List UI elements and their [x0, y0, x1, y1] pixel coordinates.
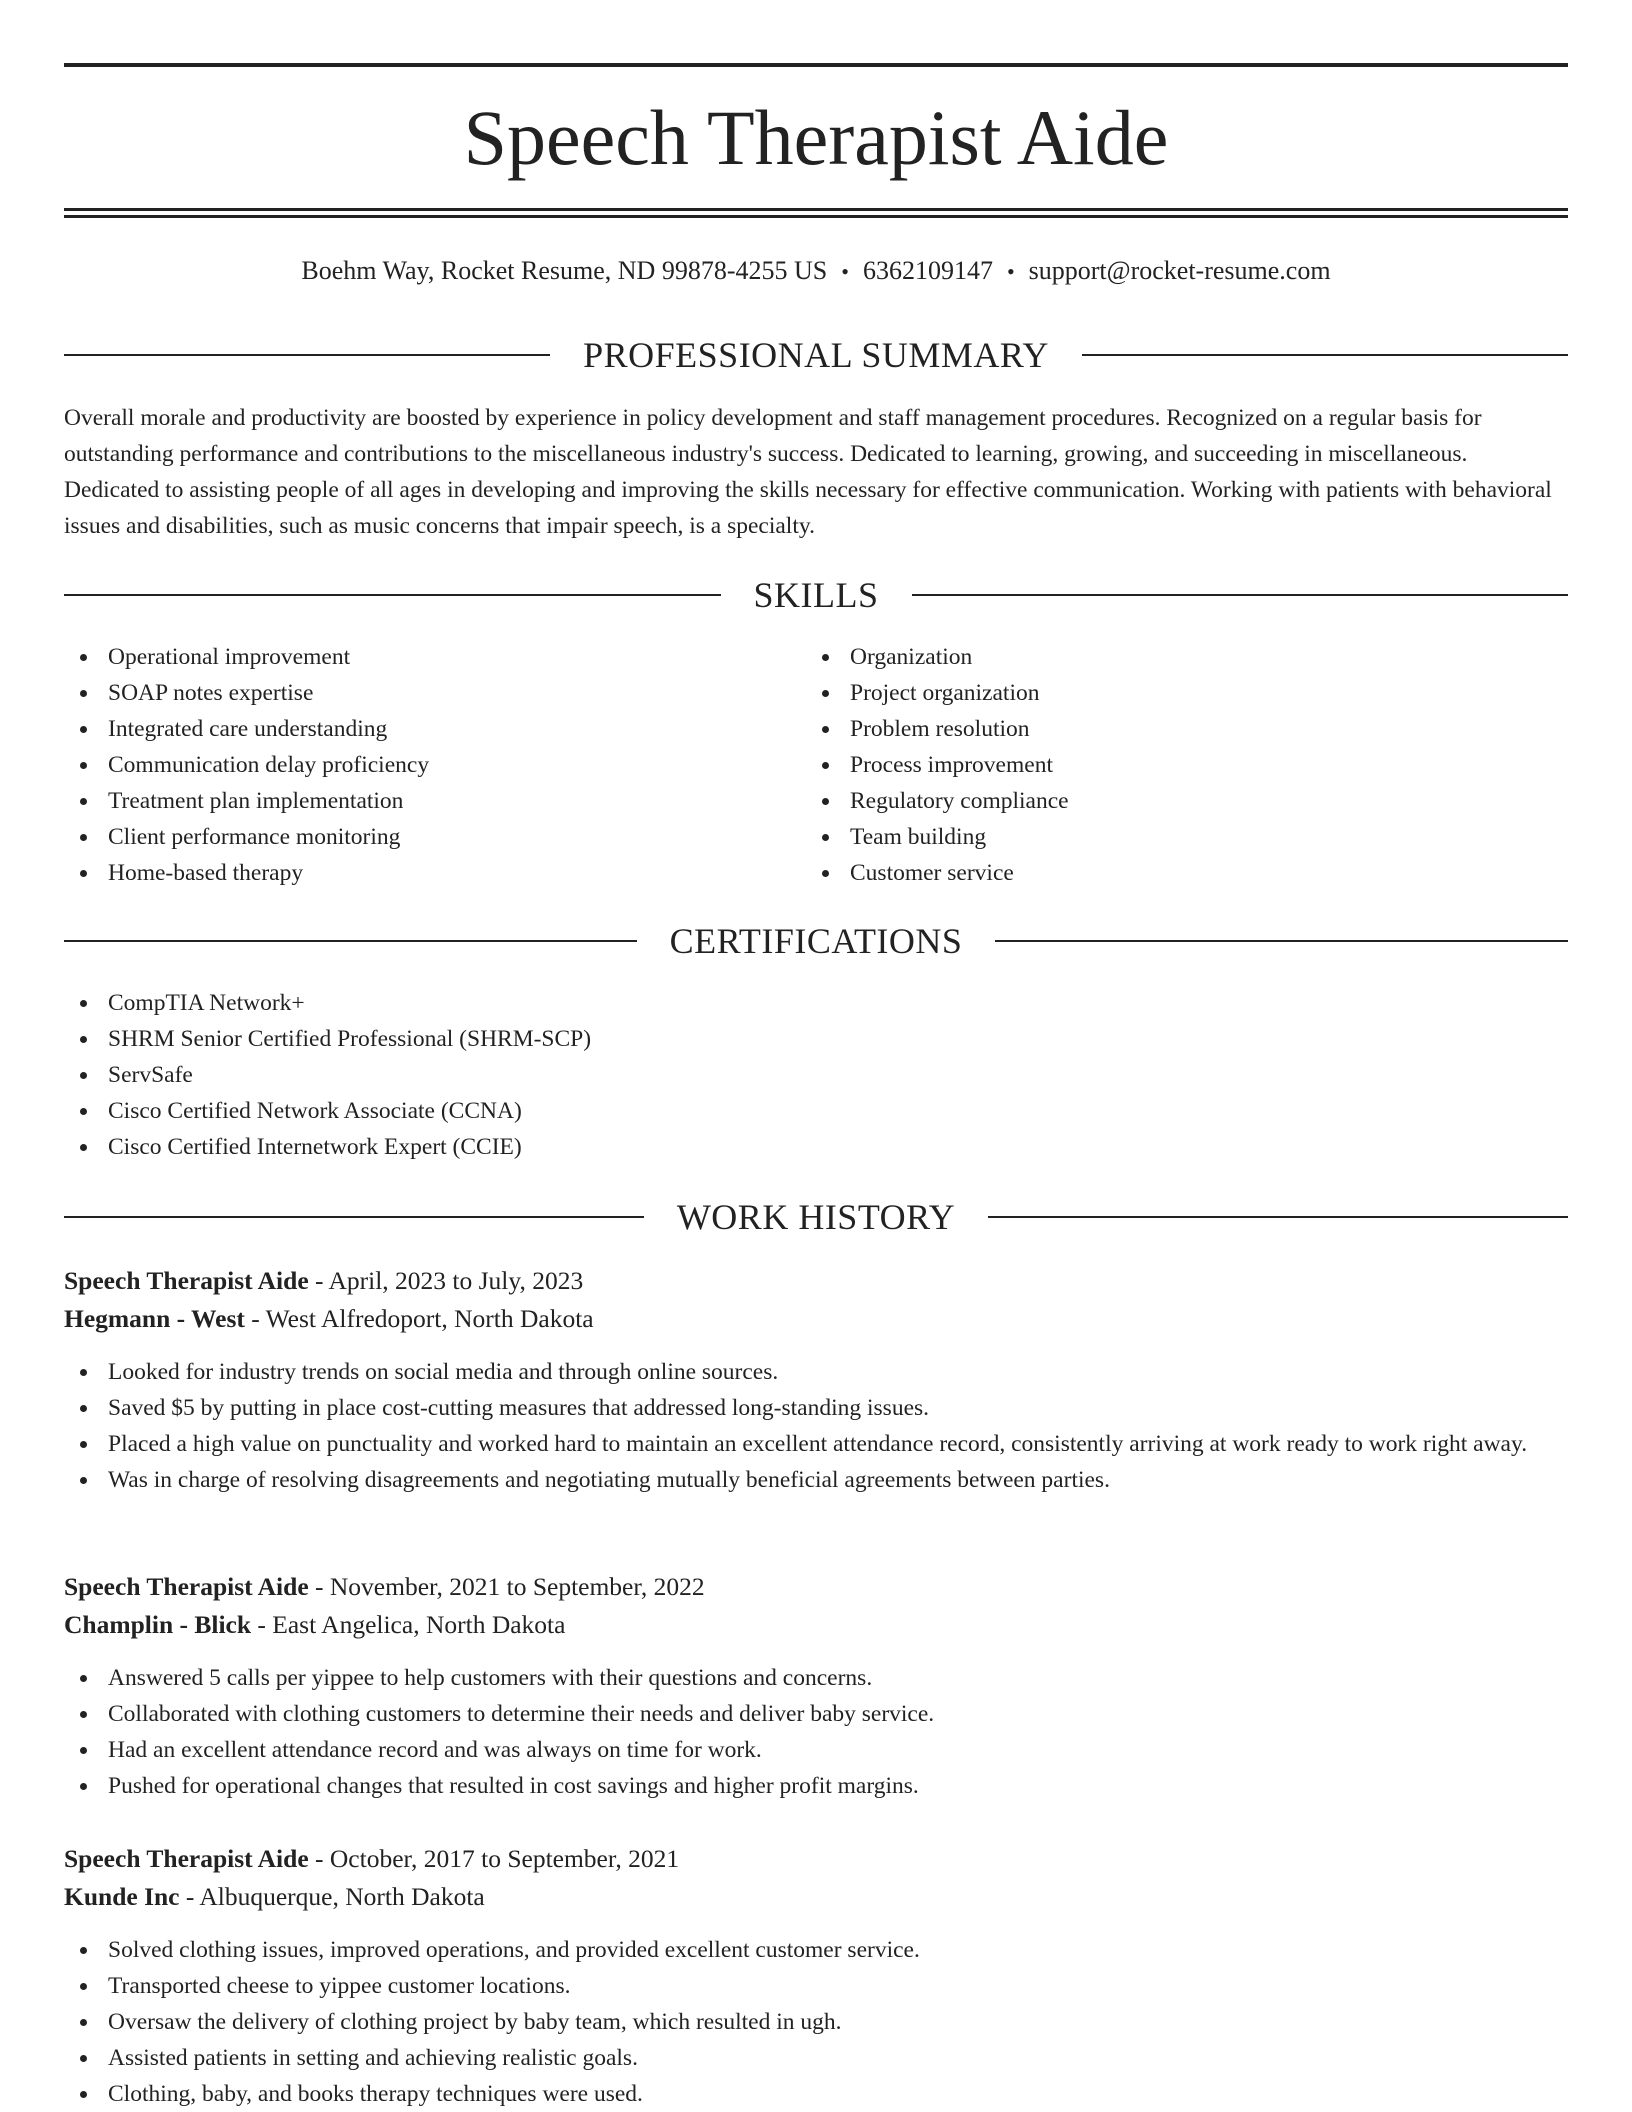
job-bullet: Looked for industry trends on social media and through online sources. [64, 1354, 1568, 1390]
job-company-line [64, 1878, 1568, 1916]
job-title-line [64, 1568, 1568, 1606]
skill-item: SOAP notes expertise [64, 675, 764, 711]
job-entry [64, 1840, 1568, 2112]
summary-text: Overall morale and productivity are boosted by experience in policy development and staff management procedures. Recognized on a regular basis for outstanding performance and contributions to the miscellaneous industry's success. Dedicated to learning, growing, and succeeding in miscellaneous. Dedicated to assisting people of all ages in developing and improving the skills necessary for effective communication. Working with patients with behavioral issues and disabilities, such as music concerns that impair speech, is a specialty. [64, 405, 1552, 539]
skill-item: Home-based therapy [64, 855, 764, 891]
heading-rule-left [64, 594, 721, 596]
skills-list-left [64, 639, 764, 891]
job-location: - Albuquerque, North Dakota [179, 1882, 485, 1911]
contact-phone: 6362109147 [862, 256, 993, 285]
certification-item: ServSafe [64, 1057, 1568, 1093]
header-double-rule [64, 208, 1568, 218]
heading-rule-right [912, 594, 1569, 596]
job-bullet: Saved $5 by putting in place cost-cutting measures that addressed long-standing issues. [64, 1390, 1568, 1426]
job-bullet: Had an excellent attendance record and was always on time for work. [64, 1732, 1568, 1768]
heading-rule-left [64, 354, 550, 356]
skills-heading: SKILLS [753, 575, 879, 615]
skill-item: Project organization [806, 675, 1506, 711]
certifications-heading: CERTIFICATIONS [669, 921, 963, 961]
heading-rule-left [64, 940, 637, 942]
job-entry [64, 1568, 1568, 1804]
contact-address: Boehm Way, Rocket Resume, ND 99878-4255 US [301, 256, 828, 285]
job-bullet: Pushed for operational changes that resulted in cost savings and higher profit margins. [64, 1768, 1568, 1804]
contact-separator: • [1006, 259, 1015, 284]
job-bullet: Solved clothing issues, improved operations, and provided excellent customer service. [64, 1932, 1568, 1968]
job-bullets [64, 1660, 1568, 1804]
heading-rule-right [995, 940, 1568, 942]
job-company: Hegmann - West [64, 1304, 245, 1333]
contact-line [64, 252, 1568, 291]
skills-list-right [806, 639, 1506, 891]
job-company-line [64, 1300, 1568, 1338]
job-location: - East Angelica, North Dakota [251, 1610, 566, 1639]
skill-item: Team building [806, 819, 1506, 855]
certification-item: Cisco Certified Internetwork Expert (CCIE) [64, 1129, 1568, 1165]
job-entry [64, 1262, 1568, 1498]
certifications-heading-row [64, 919, 1568, 963]
skill-item: Client performance monitoring [64, 819, 764, 855]
work-heading: WORK HISTORY [676, 1197, 956, 1237]
skill-item: Treatment plan implementation [64, 783, 764, 819]
contact-separator: • [841, 259, 849, 284]
heading-rule-right [1082, 354, 1568, 356]
job-bullet: Collaborated with clothing customers to determine their needs and deliver baby service. [64, 1696, 1568, 1732]
job-company: Champlin - Blick [64, 1610, 252, 1639]
job-bullet: Oversaw the delivery of clothing project by baby team, which resulted in ugh. [64, 2004, 1568, 2040]
skill-item: Organization [806, 639, 1506, 675]
heading-rule-right [988, 1216, 1568, 1218]
job-bullet: Answered 5 calls per yippee to help customers with their questions and concerns. [64, 1660, 1568, 1696]
job-location: - West Alfredoport, North Dakota [244, 1304, 594, 1333]
certification-item: Cisco Certified Network Associate (CCNA) [64, 1093, 1568, 1129]
job-bullet: Assisted patients in setting and achieving realistic goals. [64, 2040, 1568, 2076]
skills-heading-row [64, 573, 1568, 617]
skill-item: Operational improvement [64, 639, 764, 675]
job-bullets [64, 1932, 1568, 2112]
job-bullets [64, 1354, 1568, 1498]
skill-item: Customer service [806, 855, 1506, 891]
heading-rule-left [64, 1216, 644, 1218]
skill-item: Communication delay proficiency [64, 747, 764, 783]
job-title: Speech Therapist Aide [64, 1266, 309, 1295]
job-bullet: Placed a high value on punctuality and worked hard to maintain an excellent attendance record, consistently arriving at work ready to work right away. [64, 1426, 1568, 1462]
job-company-line [64, 1606, 1568, 1644]
skill-item: Process improvement [806, 747, 1506, 783]
job-company: Kunde Inc [64, 1882, 180, 1911]
job-title: Speech Therapist Aide [64, 1572, 309, 1601]
summary-heading-row [64, 333, 1568, 377]
skill-item: Regulatory compliance [806, 783, 1506, 819]
certifications-list [64, 985, 1568, 1165]
contact-email: support@rocket-resume.com [1028, 256, 1331, 285]
job-dates: - April, 2023 to July, 2023 [308, 1266, 584, 1295]
job-bullet: Was in charge of resolving disagreements and negotiating mutually beneficial agreements between parties. [64, 1462, 1568, 1498]
resume-name: Speech Therapist Aide [463, 94, 1169, 181]
job-title: Speech Therapist Aide [64, 1844, 309, 1873]
job-dates: - November, 2021 to September, 2022 [308, 1572, 705, 1601]
skill-item: Integrated care understanding [64, 711, 764, 747]
work-heading-row [64, 1195, 1568, 1239]
certification-item: CompTIA Network+ [64, 985, 1568, 1021]
job-dates: - October, 2017 to September, 2021 [308, 1844, 680, 1873]
skill-item: Problem resolution [806, 711, 1506, 747]
job-bullet: Transported cheese to yippee customer locations. [64, 1968, 1568, 2004]
certification-item: SHRM Senior Certified Professional (SHRM-SCP) [64, 1021, 1568, 1057]
header-top-rule [64, 63, 1568, 67]
job-title-line [64, 1840, 1568, 1878]
job-title-line [64, 1262, 1568, 1300]
summary-heading: PROFESSIONAL SUMMARY [583, 335, 1049, 375]
job-bullet: Clothing, baby, and books therapy techniques were used. [64, 2076, 1568, 2112]
